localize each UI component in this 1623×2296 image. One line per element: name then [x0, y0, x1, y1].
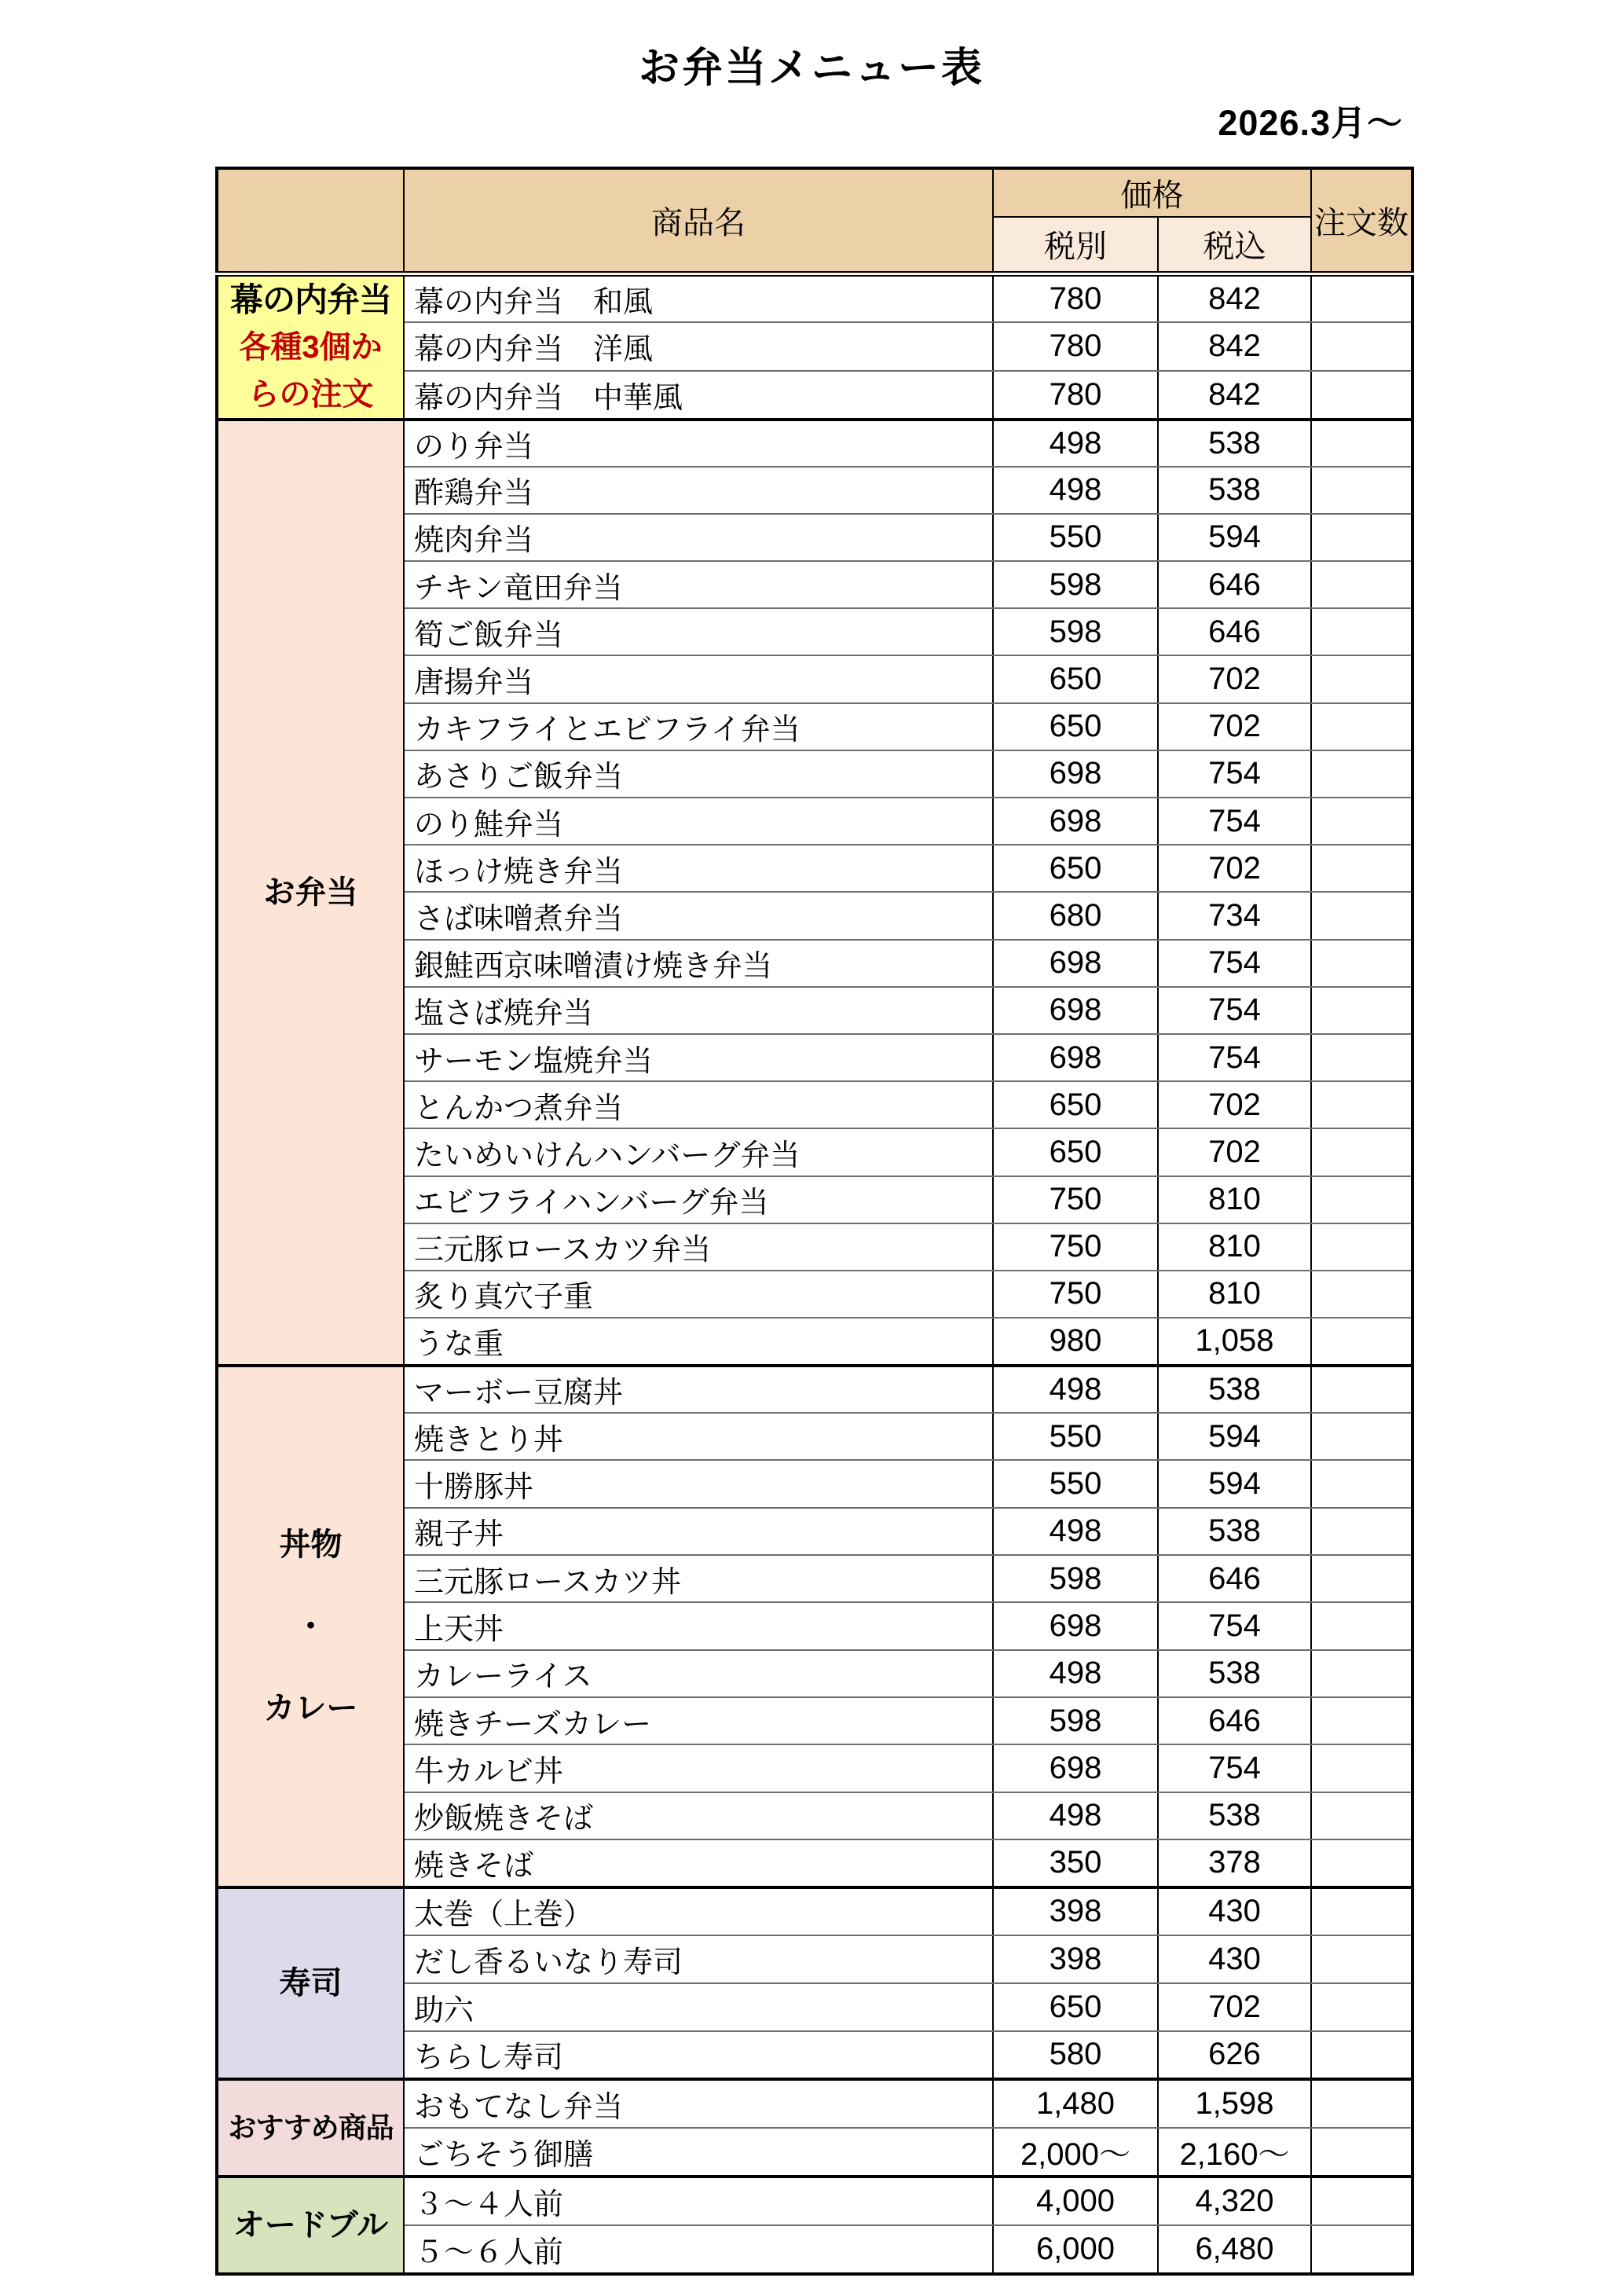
- order-count-cell[interactable]: [1311, 561, 1412, 608]
- table-row: [217, 420, 1412, 467]
- item-name: 十勝豚丼: [404, 1460, 993, 1507]
- price-tax-included: 430: [1158, 1887, 1311, 1935]
- price-tax-excluded: 698: [993, 1034, 1158, 1081]
- item-name: 幕の内弁当 和風: [404, 273, 993, 322]
- price-tax-excluded: 750: [993, 1176, 1158, 1223]
- price-tax-included: 754: [1158, 1744, 1311, 1792]
- item-name: 唐揚弁当: [404, 655, 993, 702]
- category-label: オードブル: [233, 2207, 389, 2243]
- price-tax-included: 754: [1158, 1602, 1311, 1649]
- price-tax-included: 538: [1158, 420, 1311, 467]
- price-tax-excluded: 598: [993, 1555, 1158, 1602]
- price-tax-included: 538: [1158, 1508, 1311, 1555]
- price-tax-included: 754: [1158, 798, 1311, 845]
- price-tax-included: 842: [1158, 322, 1311, 371]
- item-name: カレーライス: [404, 1650, 993, 1697]
- price-tax-included: 842: [1158, 273, 1311, 322]
- price-tax-excluded: 550: [993, 514, 1158, 561]
- price-tax-excluded: 750: [993, 1271, 1158, 1318]
- item-name: だし香るいなり寿司: [404, 1935, 993, 1983]
- price-tax-excluded: 980: [993, 1318, 1158, 1365]
- price-tax-included: 646: [1158, 1555, 1311, 1602]
- order-count-cell[interactable]: [1311, 1602, 1412, 1649]
- order-count-cell[interactable]: [1311, 1839, 1412, 1887]
- order-count-cell[interactable]: [1311, 940, 1412, 987]
- order-count-cell[interactable]: [1311, 1318, 1412, 1365]
- order-count-cell[interactable]: [1311, 1271, 1412, 1318]
- price-tax-excluded: 598: [993, 608, 1158, 655]
- price-tax-excluded: 698: [993, 750, 1158, 798]
- price-tax-included: 538: [1158, 1792, 1311, 1839]
- item-name: おもてなし弁当: [404, 2079, 993, 2128]
- item-name: ３～４人前: [404, 2177, 993, 2225]
- date-note: 2026.3月～: [1218, 103, 1403, 143]
- order-count-cell[interactable]: [1311, 371, 1412, 420]
- price-tax-included: 1,598: [1158, 2079, 1311, 2128]
- order-count-cell[interactable]: [1311, 2128, 1412, 2177]
- order-count-cell[interactable]: [1311, 1887, 1412, 1935]
- item-name: 助六: [404, 1983, 993, 2031]
- price-tax-included: 702: [1158, 703, 1311, 750]
- item-name: エビフライハンバーグ弁当: [404, 1176, 993, 1223]
- price-tax-excluded: 650: [993, 845, 1158, 892]
- price-tax-included: 754: [1158, 940, 1311, 987]
- item-name: 筍ご飯弁当: [404, 608, 993, 655]
- order-count-cell[interactable]: [1311, 750, 1412, 798]
- price-tax-included: 538: [1158, 1366, 1311, 1413]
- price-tax-excluded: 698: [993, 940, 1158, 987]
- price-tax-excluded: 698: [993, 1744, 1158, 1792]
- item-name: 炒飯焼きそば: [404, 1792, 993, 1839]
- category-label: カレー: [263, 1690, 358, 1726]
- price-tax-excluded: 650: [993, 703, 1158, 750]
- order-count-cell[interactable]: [1311, 1935, 1412, 1983]
- price-tax-excluded: 550: [993, 1413, 1158, 1460]
- price-tax-included: 754: [1158, 1034, 1311, 1081]
- price-tax-included: 594: [1158, 514, 1311, 561]
- category-label: ・: [295, 1608, 327, 1644]
- price-tax-excluded: 698: [993, 987, 1158, 1034]
- price-tax-excluded: 498: [993, 1650, 1158, 1697]
- table-row: [217, 273, 1412, 322]
- order-count-cell[interactable]: [1311, 322, 1412, 371]
- item-name: とんかつ煮弁当: [404, 1081, 993, 1128]
- price-tax-excluded: 2,000～: [993, 2128, 1158, 2177]
- menu-table-body: [217, 273, 1412, 2274]
- item-name: 酢鶏弁当: [404, 467, 993, 514]
- item-name: 銀鮭西京味噌漬け焼き弁当: [404, 940, 993, 987]
- price-tax-included: 594: [1158, 1460, 1311, 1507]
- order-count-cell[interactable]: [1311, 845, 1412, 892]
- order-count-cell[interactable]: [1311, 703, 1412, 750]
- item-name: 幕の内弁当 洋風: [404, 322, 993, 371]
- price-tax-excluded: 750: [993, 1223, 1158, 1271]
- item-name: たいめいけんハンバーグ弁当: [404, 1128, 993, 1176]
- tax-excluded-header: 税別: [993, 217, 1158, 273]
- order-count-cell[interactable]: [1311, 2031, 1412, 2079]
- order-count-cell[interactable]: [1311, 1034, 1412, 1081]
- order-count-cell[interactable]: [1311, 1460, 1412, 1507]
- price-tax-excluded: 398: [993, 1935, 1158, 1983]
- price-tax-included: 538: [1158, 1650, 1311, 1697]
- item-name: 焼きとり丼: [404, 1413, 993, 1460]
- item-name: ちらし寿司: [404, 2031, 993, 2079]
- price-tax-excluded: 550: [993, 1460, 1158, 1507]
- price-tax-excluded: 1,480: [993, 2079, 1158, 2128]
- order-count-cell[interactable]: [1311, 514, 1412, 561]
- order-count-cell[interactable]: [1311, 1697, 1412, 1744]
- table-row: [217, 1887, 1412, 1935]
- page-title: お弁当メニュー表: [638, 46, 984, 91]
- order-count-cell[interactable]: [1311, 1792, 1412, 1839]
- price-tax-included: 810: [1158, 1223, 1311, 1271]
- item-name: あさりご飯弁当: [404, 750, 993, 798]
- price-tax-excluded: 680: [993, 892, 1158, 939]
- price-tax-excluded: 650: [993, 655, 1158, 702]
- price-tax-included: 594: [1158, 1413, 1311, 1460]
- order-count-cell[interactable]: [1311, 1128, 1412, 1176]
- price-tax-excluded: 598: [993, 561, 1158, 608]
- category-label: 各種3個か: [239, 329, 383, 365]
- order-count-cell[interactable]: [1311, 1413, 1412, 1460]
- order-count-cell[interactable]: [1311, 608, 1412, 655]
- order-count-cell[interactable]: [1311, 1555, 1412, 1602]
- order-count-cell[interactable]: [1311, 1983, 1412, 2031]
- price-tax-included: 2,160～: [1158, 2128, 1311, 2177]
- category-label: らの注文: [247, 376, 374, 412]
- price-tax-included: 538: [1158, 467, 1311, 514]
- item-name: サーモン塩焼弁当: [404, 1034, 993, 1081]
- price-tax-included: 702: [1158, 1983, 1311, 2031]
- price-tax-excluded: 780: [993, 371, 1158, 420]
- price-tax-included: 646: [1158, 1697, 1311, 1744]
- price-tax-excluded: 350: [993, 1839, 1158, 1887]
- price-tax-included: 810: [1158, 1176, 1311, 1223]
- order-count-cell[interactable]: [1311, 1508, 1412, 1555]
- order-count-cell[interactable]: [1311, 467, 1412, 514]
- table-row: [217, 2079, 1412, 2128]
- order-count-cell[interactable]: [1311, 1366, 1412, 1413]
- price-tax-included: 754: [1158, 987, 1311, 1034]
- price-tax-included: 754: [1158, 750, 1311, 798]
- order-count-cell[interactable]: [1311, 1744, 1412, 1792]
- item-name: さば味噌煮弁当: [404, 892, 993, 939]
- price-tax-included: 702: [1158, 845, 1311, 892]
- item-name: 太巻（上巻）: [404, 1887, 993, 1935]
- item-name: のり鮭弁当: [404, 798, 993, 845]
- order-count-cell[interactable]: [1311, 987, 1412, 1034]
- price-tax-included: 626: [1158, 2031, 1311, 2079]
- category-header-blank: [217, 168, 404, 273]
- price-tax-excluded: 498: [993, 467, 1158, 514]
- price-tax-excluded: 698: [993, 798, 1158, 845]
- price-tax-excluded: 498: [993, 420, 1158, 467]
- category-cell-recommended: [217, 2079, 404, 2177]
- tax-included-header: 税込: [1158, 217, 1311, 273]
- price-tax-included: 702: [1158, 655, 1311, 702]
- order-count-cell[interactable]: [1311, 1081, 1412, 1128]
- table-row: [217, 2177, 1412, 2225]
- order-count-cell[interactable]: [1311, 2177, 1412, 2225]
- item-name: うな重: [404, 1318, 993, 1365]
- product-name-header: 商品名: [404, 168, 993, 273]
- item-name: ５～６人前: [404, 2225, 993, 2274]
- category-label: 寿司: [279, 1965, 343, 2001]
- item-name: 幕の内弁当 中華風: [404, 371, 993, 420]
- item-name: カキフライとエビフライ弁当: [404, 703, 993, 750]
- item-name: のり弁当: [404, 420, 993, 467]
- order-count-header: 注文数: [1311, 168, 1412, 273]
- price-header: 価格: [993, 168, 1311, 217]
- category-cell-hors-doeuvre: [217, 2177, 404, 2274]
- order-count-cell[interactable]: [1311, 892, 1412, 939]
- price-tax-excluded: 6,000: [993, 2225, 1158, 2274]
- price-tax-included: 430: [1158, 1935, 1311, 1983]
- price-tax-included: 378: [1158, 1839, 1311, 1887]
- item-name: 焼きそば: [404, 1839, 993, 1887]
- price-tax-included: 734: [1158, 892, 1311, 939]
- price-tax-excluded: 650: [993, 1128, 1158, 1176]
- price-tax-excluded: 698: [993, 1602, 1158, 1649]
- price-tax-included: 702: [1158, 1128, 1311, 1176]
- price-tax-excluded: 498: [993, 1792, 1158, 1839]
- price-tax-excluded: 780: [993, 322, 1158, 371]
- item-name: 焼肉弁当: [404, 514, 993, 561]
- price-tax-excluded: 498: [993, 1366, 1158, 1413]
- item-name: ほっけ焼き弁当: [404, 845, 993, 892]
- category-label: 幕の内弁当: [229, 281, 391, 318]
- price-tax-included: 646: [1158, 561, 1311, 608]
- order-count-cell[interactable]: [1311, 2225, 1412, 2274]
- price-tax-included: 702: [1158, 1081, 1311, 1128]
- category-cell-makunouchi-bento: [217, 273, 404, 420]
- item-name: 炙り真穴子重: [404, 1271, 993, 1318]
- item-name: チキン竜田弁当: [404, 561, 993, 608]
- menu-table-header: [217, 168, 1412, 273]
- category-cell-obento: [217, 420, 404, 1366]
- price-tax-excluded: 4,000: [993, 2177, 1158, 2225]
- price-tax-excluded: 398: [993, 1887, 1158, 1935]
- category-label: おすすめ商品: [228, 2111, 394, 2144]
- item-name: 三元豚ロースカツ弁当: [404, 1223, 993, 1271]
- price-tax-excluded: 580: [993, 2031, 1158, 2079]
- order-count-cell[interactable]: [1311, 1223, 1412, 1271]
- item-name: 牛カルビ丼: [404, 1744, 993, 1792]
- order-count-cell[interactable]: [1311, 655, 1412, 702]
- price-tax-excluded: 498: [993, 1508, 1158, 1555]
- price-tax-excluded: 598: [993, 1697, 1158, 1744]
- order-count-cell[interactable]: [1311, 1176, 1412, 1223]
- table-row: [217, 1366, 1412, 1413]
- menu-table: [215, 167, 1414, 2276]
- price-tax-excluded: 650: [993, 1983, 1158, 2031]
- item-name: 上天丼: [404, 1602, 993, 1649]
- price-tax-excluded: 780: [993, 273, 1158, 322]
- category-cell-donburi-curry: [217, 1366, 404, 1887]
- item-name: 三元豚ロースカツ丼: [404, 1555, 993, 1602]
- price-tax-included: 6,480: [1158, 2225, 1311, 2274]
- price-tax-included: 810: [1158, 1271, 1311, 1318]
- order-count-cell[interactable]: [1311, 420, 1412, 467]
- item-name: マーボー豆腐丼: [404, 1366, 993, 1413]
- price-tax-included: 646: [1158, 608, 1311, 655]
- order-count-cell[interactable]: [1311, 798, 1412, 845]
- category-cell-sushi: [217, 1887, 404, 2079]
- item-name: 焼きチーズカレー: [404, 1697, 993, 1744]
- category-label: 丼物: [279, 1527, 343, 1562]
- price-tax-excluded: 650: [993, 1081, 1158, 1128]
- price-tax-included: 4,320: [1158, 2177, 1311, 2225]
- item-name: 親子丼: [404, 1508, 993, 1555]
- item-name: ごちそう御膳: [404, 2128, 993, 2177]
- price-tax-included: 1,058: [1158, 1318, 1311, 1365]
- price-tax-included: 842: [1158, 371, 1311, 420]
- category-label: お弁当: [263, 875, 358, 910]
- order-count-cell[interactable]: [1311, 1650, 1412, 1697]
- item-name: 塩さば焼弁当: [404, 987, 993, 1034]
- order-count-cell[interactable]: [1311, 2079, 1412, 2128]
- order-count-cell[interactable]: [1311, 273, 1412, 322]
